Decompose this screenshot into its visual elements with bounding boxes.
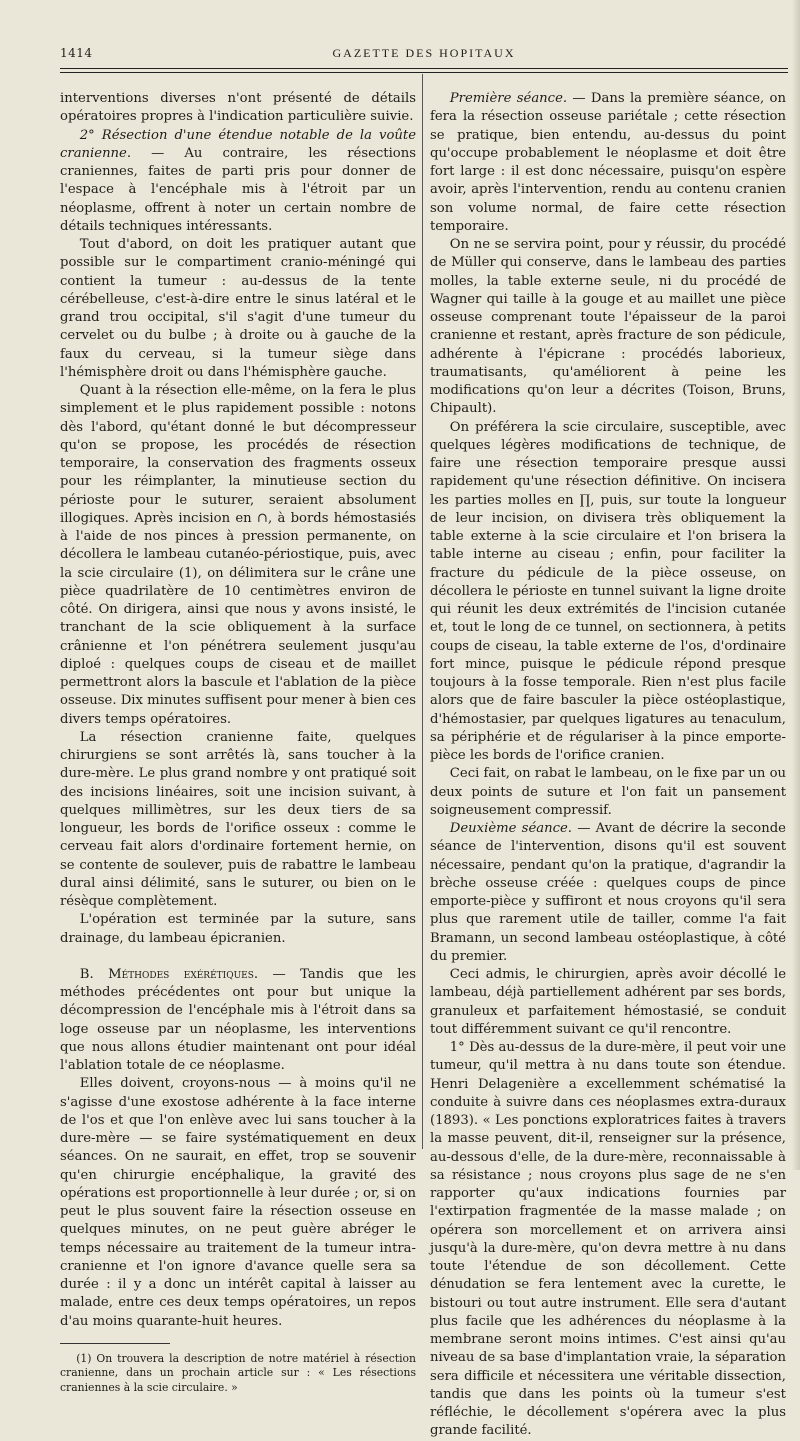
page-header — [60, 46, 788, 64]
header-rule-top — [60, 68, 788, 69]
journal-title: GAZETTE DES HOPITAUX — [332, 46, 516, 60]
header-rule-bottom — [60, 72, 788, 73]
paragraph-body: — Tandis que les méthodes précédentes ont pour but unique la décompression de l'encéphale mis à l'étroit dans sa loge osseuse par un néoplasme, les interventions que nous allons étudier maintenant ont pour idéal l'ablation totale de ce néoplasme. — [60, 966, 416, 1073]
column-separator — [422, 74, 423, 1149]
section-heading: B. Méthodes exérétiques. — [79, 966, 259, 982]
paragraph: Elles doivent, croyons-nous — à moins qu'il ne s'agisse d'une exostose adhérente à la face interne de l'os et que l'on enlève avec lui sans toucher à la dure-mère — se faire systématiquement en deux séances. On ne saurait, en effet, trop se souvenir qu'en chirurgie encéphalique, la gravité des opérations est proportionnelle à leur durée ; or, si on peut le plus souvent faire la résection osseuse en quelques minutes, on ne peut guère abréger le temps nécessaire au traitement de la tumeur intra-cranienne et l'on ignore d'avance quelle sera sa durée : il y a donc un intérêt capital à laisser au malade, entre ces deux temps opératoires, un repos d'au moins quarante-huit heures. — [60, 1076, 416, 1329]
section-heading: 2° Résection d'une étendue notable de la voûte cranienne. — [60, 127, 416, 161]
paragraph: Ceci admis, le chirurgien, après avoir décollé le lambeau, déjà partiellement adhérent par ses bords, granuleux et parfaitement hémostasié, se conduit tout différemment suivant ce qu'il rencontre. — [430, 967, 786, 1037]
paragraph: Quant à la résection elle-même, on la fera le plus simplement et le plus rapidement possible : notons dès l'abord, qu'étant donné le but décompresseur qu'on se propose, les procédés de résection temporaire, la conservation des fragments osseux pour les réimplanter, la minutieuse section du périoste pour le suturer, seraient absolument illogiques. Après incision en ∩, à bords hémostasiés à l'aide de nos pinces à pression permanente, on décollera le lambeau cutanéo-périostique, puis, avec la scie circulaire (1), on délimitera sur le crâne une pièce quadrilatère de 10 centimètres environ de côté. On dirigera, ainsi que nous y avons insisté, le tranchant de la scie obliquement à la surface crânienne et l'on pénétrera seulement jusqu'au diploé : quelques coups de ciseau et de maillet permettront alors la bascule et l'ablation de la pièce osseuse. Dix minutes suffisent pour mener à bien ces divers temps opératoires. — [60, 383, 416, 727]
paragraph: L'opération est terminée par la suture, sans drainage, du lambeau épicranien. — [60, 912, 416, 946]
paragraph: On ne se servira point, pour y réussir, du procédé de Müller qui conserve, dans le lambeau des parties molles, la table externe seule, ni du procédé de Wagner qui taille à la gouge et au maillet une pièce osseuse comprenant toute l'épaisseur de la paroi cranienne et restant, après fracture de son pédicule, adhérente à l'épicrane : procédés laborieux, traumatisants, qu'améliorent à peine les modifications qu'on leur a décrites (Toison, Bruns, Chipault). — [430, 237, 786, 417]
section-heading: Première séance. — [449, 91, 568, 106]
paragraph — [430, 90, 786, 236]
section-heading: Deuxième séance. — [449, 821, 572, 836]
footnote-rule — [60, 1343, 170, 1344]
paragraph: Ceci fait, on rabat le lambeau, on le fixe par un ou deux points de suture et l'on fait un pansement soigneusement compressif. — [430, 766, 786, 818]
paragraph-body: — Avant de décrire la seconde séance de l'intervention, disons qu'il est souvent nécessaire, pendant qu'on la pratique, d'agrandir la brèche osseuse créée : quelques coups de pince emporte-pièce y suffiront et nous croyons qu'il sera plus que rarement utile de tailler, comme l'a fait Bramann, un second lambeau ostéoplastique, à côté du premier. — [430, 821, 786, 964]
right-column — [430, 90, 786, 1441]
paragraph: 1° Dès au-dessus de la dure-mère, il peut voir une tumeur, qu'il mettra à nu dans toute son étendue. Henri Delagenière a excellemment schématisé la conduite à suivre dans ces néoplasmes extra-duraux (1893). « Les ponctions exploratrices faites à travers la masse peuvent, dit-il, renseigner sur la présence, au-dessous d'elle, de la dure-mère, reconnaissable à sa résistance ; nous croyons plus sage de ne s'en rapporter qu'aux indications fournies par l'extirpation fragmentée de la masse malade ; on opérera son morcellement et on arrivera ainsi jusqu'à la dure-mère, qu'on devra mettre à nu dans toute l'étendue de son décollement. Cette dénudation se fera lentement avec la curette, le bistouri ou tout autre instrument. Elle sera d'autant plus facile que les adhérences du néoplasme à la membrane seront moins intimes. C'est ainsi qu'au niveau de sa base d'implantation vraie, la séparation sera difficile et nécessitera une véritable dissection, tandis que dans les points où la tumeur s'est réfléchie, le décollement s'opérera avec la plus grande facilité. — [430, 1040, 786, 1439]
paragraph: Tout d'abord, on doit les pratiquer autant que possible sur le compartiment cranio-méningé qui contient la tumeur : au-dessus de la tente cérébelleuse, c'est-à-dire entre le sinus latéral et le grand trou occipital, s'il s'agit d'une tumeur du cervelet ou du bulbe ; à droite ou à gauche de la faux du cerveau, si la tumeur siège dans l'hémisphère droit ou dans l'hémisphère gauche. — [60, 237, 416, 380]
paragraph — [60, 966, 416, 1076]
paragraph: La résection cranienne faite, quelques chirurgiens se sont arrêtés là, sans toucher à la dure-mère. Le plus grand nombre y ont pratiqué soit des incisions linéaires, soit une incision suivant, à quelques millimètres, sur les deux tiers de sa longueur, les bords de l'orifice osseux : comme le cerveau fait alors d'ordinaire fortement hernie, on se contente de soulever, puis de rabattre le lambeau dural ainsi délimité, sans le suturer, ou bien on le résèque complètement. — [60, 729, 416, 909]
paragraph-body: — Dans la première séance, on fera la résection osseuse pariétale ; cette résection se pratique, bien entendu, au-dessus du point qu'occupe probablement le néoplasme et doit être fort large : il est donc nécessaire, puisqu'on espère avoir, après l'intervention, rendu au contenu cranien son volume normal, de faire cette résection temporaire. — [430, 91, 786, 234]
page-edge-shadow — [792, 0, 800, 1170]
paragraph — [60, 127, 416, 237]
paragraph — [430, 820, 786, 966]
paragraph: interventions diverses n'ont présenté de détails opératoires propres à l'indication particulière suivie. — [60, 91, 416, 125]
paragraph-body: — Au contraire, les résections craniennes, faites de parti pris pour donner de l'espace à l'encéphale mis à l'étroit par un néoplasme, offrent à noter un certain nombre de détails techniques intéressants. — [60, 145, 416, 234]
paragraph: On préférera la scie circulaire, susceptible, avec quelques légères modifications de technique, de faire une résection temporaire presque aussi rapidement qu'une résection définitive. On incisera les parties molles en ∏, puis, sur toute la longueur de leur incision, on divisera très obliquement la table externe à la scie circulaire et l'on brisera la table interne au ciseau ; enfin, pour faciliter la fracture du pédicule de la pièce osseuse, on décollera le périoste en tunnel suivant la ligne droite qui réunit les deux extrémités de l'incision cutanée et, tout le long de ce tunnel, on sectionnera, à petits coups de ciseau, la table externe de l'os, d'ordinaire fort mince, puisque le pédicule répond presque toujours à la fosse temporale. Rien n'est plus facile alors que de faire basculer la pièce ostéoplastique, d'hémostasier, par quelques ligatures au tenaculum, sa périphérie et de régulariser à la pince emporte-pièce les bords de l'orifice cranien. — [430, 419, 786, 763]
page-number: 1414 — [60, 46, 93, 60]
left-column — [60, 90, 416, 1395]
footnote: (1) On trouvera la description de notre matériel à résection cranienne, dans un prochain article sur : « Les résections craniennes à la scie circulaire. » — [60, 1351, 416, 1394]
